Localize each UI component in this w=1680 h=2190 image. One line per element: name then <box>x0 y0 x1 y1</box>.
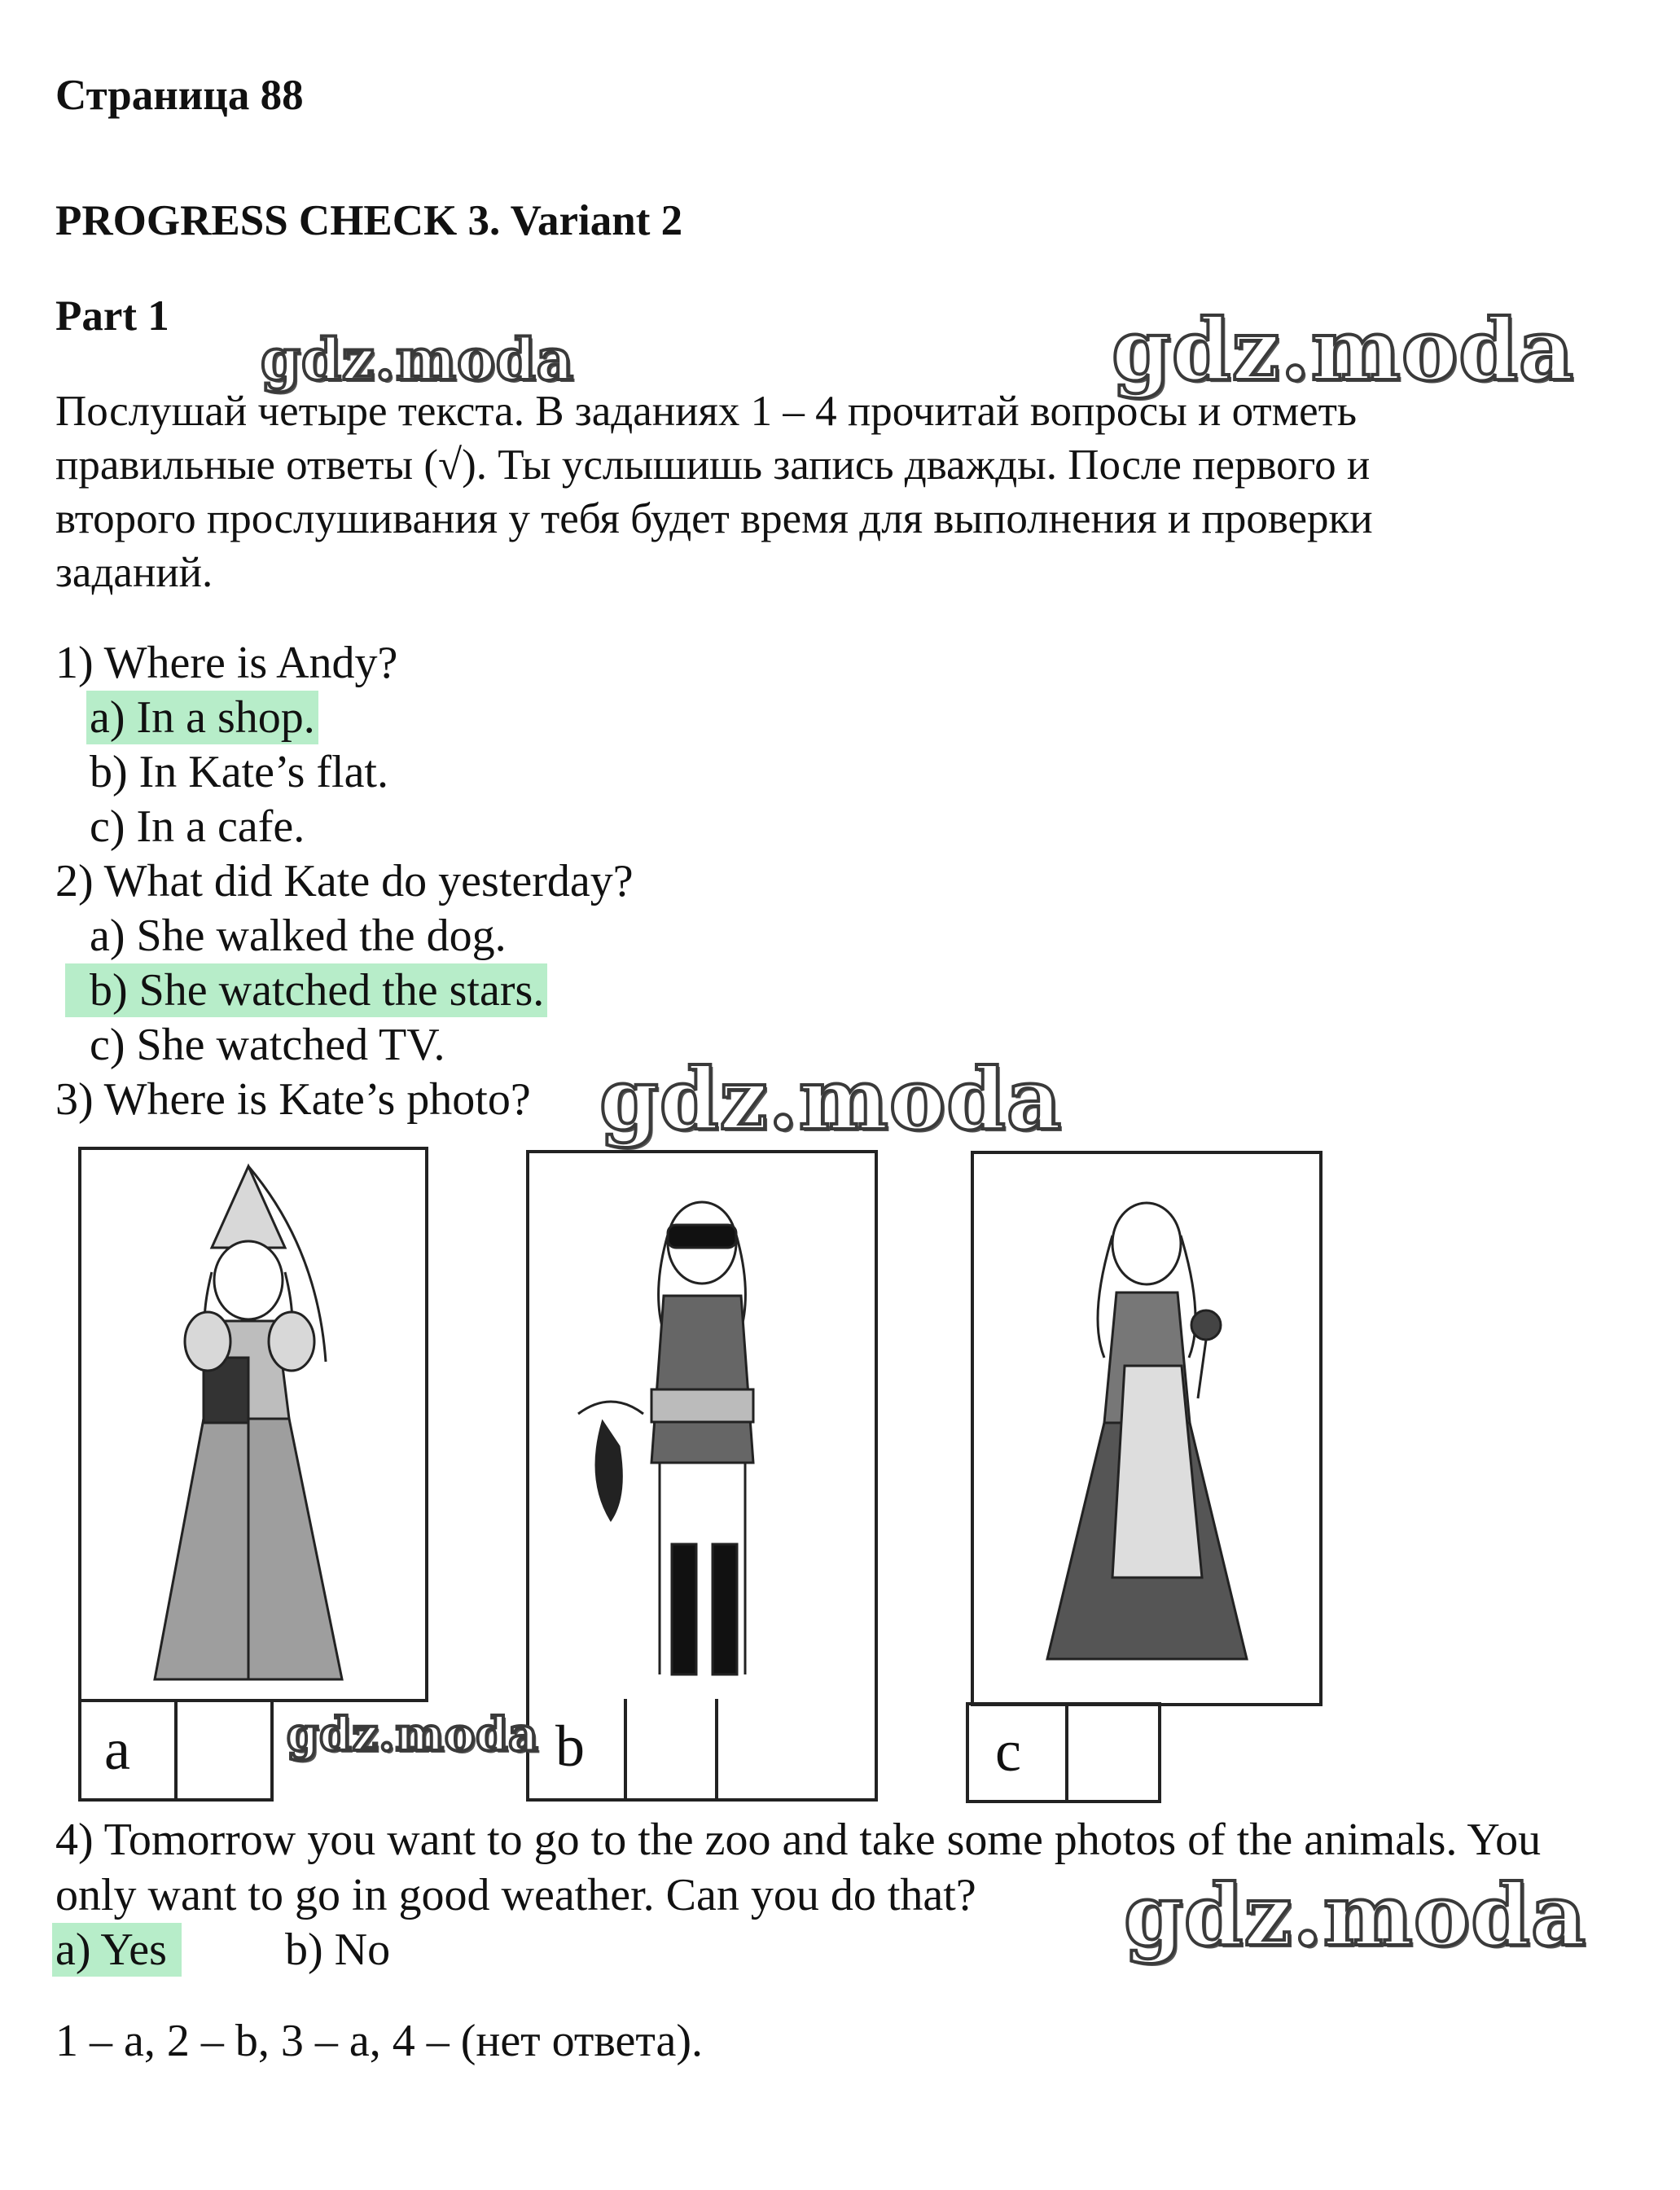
q2-option-c: c) She watched TV. <box>90 1020 445 1070</box>
princess-illustration <box>81 1150 425 1699</box>
part-heading: Part 1 <box>55 292 169 340</box>
instruction-line-4: заданий. <box>55 549 213 596</box>
answer-summary: 1 – a, 2 – b, 3 – a, 4 – (нет ответа). <box>55 2016 704 2066</box>
masked-girl-illustration <box>529 1153 875 1691</box>
question-4-line-1: 4) Tomorrow you want to go to the zoo and take some photos of the animals. You <box>55 1815 1542 1865</box>
q2-option-a: a) She walked the dog. <box>90 911 507 961</box>
picture-a-frame <box>78 1147 428 1702</box>
watermark-2: gdz.moda <box>1112 300 1575 400</box>
q1-option-b: b) In Kate’s flat. <box>90 747 388 797</box>
label-c: c <box>995 1718 1021 1784</box>
watermark-3: gdz.moda <box>599 1049 1063 1149</box>
question-4-line-2: only want to go in good weather. Can you do that? <box>55 1870 976 1920</box>
answer-box-a[interactable] <box>78 1699 274 1802</box>
instruction-line-2: правильные ответы (√). Ты услышишь запись дважды. После первого и <box>55 441 1371 489</box>
q1-option-a-correct: a) In a shop. <box>86 691 318 744</box>
watermark-5: gdz.moda <box>1124 1865 1587 1965</box>
q4-option-b: b) No <box>285 1924 391 1975</box>
q4-option-a-correct: a) Yes <box>52 1923 182 1977</box>
q2-option-b-correct: b) She watched the stars. <box>65 963 547 1017</box>
instruction-line-3: второго прослушивания у тебя будет время для выполнения и проверки <box>55 495 1373 542</box>
label-b: b <box>555 1714 585 1779</box>
page-title: PROGRESS CHECK 3. Variant 2 <box>55 197 683 244</box>
watermark-4: gdz.moda <box>287 1708 539 1762</box>
instruction-line-1: Послушай четыре текста. В заданиях 1 – 4 прочитай вопросы и отметь <box>55 388 1358 435</box>
girl-with-rose-illustration <box>974 1154 1319 1703</box>
q1-option-c: c) In a cafe. <box>90 801 305 852</box>
answer-box-c[interactable] <box>966 1702 1161 1803</box>
picture-c-frame <box>971 1151 1323 1706</box>
question-1: 1) Where is Andy? <box>55 638 398 688</box>
answer-box-b[interactable] <box>526 1699 718 1802</box>
question-2: 2) What did Kate do yesterday? <box>55 856 634 906</box>
question-3: 3) Where is Kate’s photo? <box>55 1074 531 1125</box>
page-header: Страница 88 <box>55 72 304 119</box>
watermark-1: gdz.moda <box>261 326 575 393</box>
label-a: a <box>104 1717 130 1782</box>
